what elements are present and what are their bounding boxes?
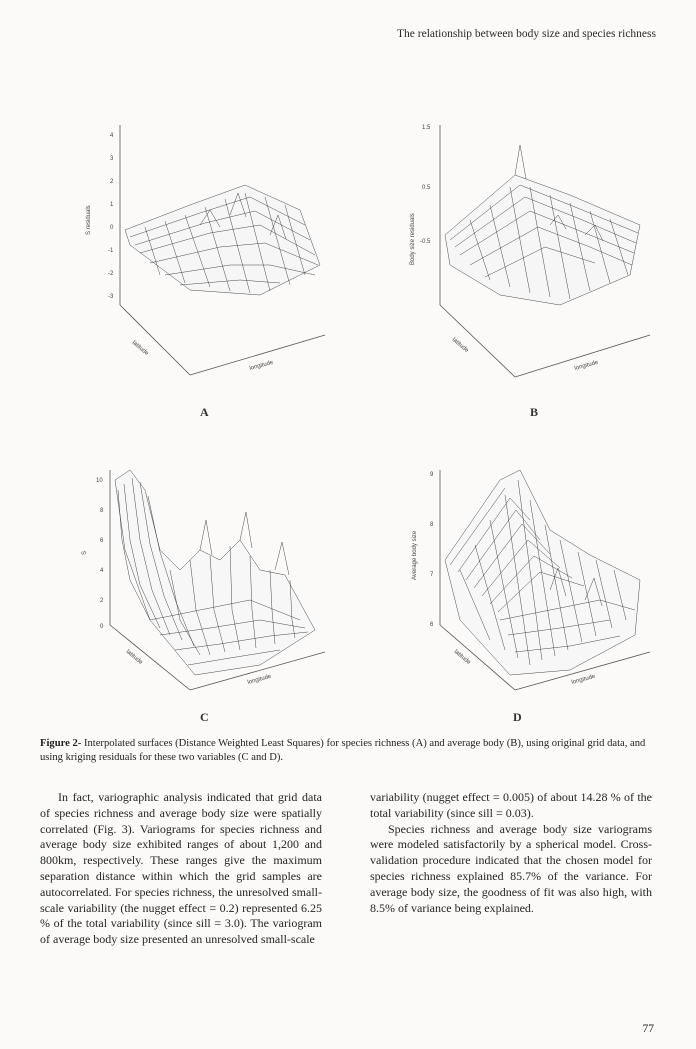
running-header: The relationship between body size and species richness xyxy=(397,28,656,40)
lon-axis-label: longitude xyxy=(573,359,600,372)
page-number: 77 xyxy=(642,1023,654,1035)
z-tick: 1.5 xyxy=(422,125,431,131)
z-tick: -3 xyxy=(108,294,114,300)
paragraph: variability (nugget effect = 0.005) of about 14.28 % of the total variability (since sill = 0.03). xyxy=(370,790,652,820)
surface-plot-d xyxy=(400,460,670,700)
body-column-left xyxy=(40,790,322,948)
z-tick: 6 xyxy=(100,538,104,544)
surface-mesh-b xyxy=(445,145,640,305)
panel-label-c: C xyxy=(200,710,209,724)
surface-mesh-a xyxy=(125,185,320,295)
figure-panel-c xyxy=(70,460,340,700)
surface-mesh-c xyxy=(115,470,315,675)
figure-caption xyxy=(40,737,665,765)
z-tick: 3 xyxy=(110,156,114,162)
z-axis-label: Average body size xyxy=(412,530,418,580)
figure-caption-text: Interpolated surfaces (Distance Weighted Least Squares) for species richness (A) and average body (B), using original grid data, and using kriging residuals for these two variables (C and D). xyxy=(40,738,646,763)
panel-label-b: B xyxy=(530,405,539,419)
z-axis-label: S residuals xyxy=(86,205,92,235)
z-tick: 9 xyxy=(430,472,434,478)
z-tick: -0.5 xyxy=(420,239,431,245)
z-axis-label: S xyxy=(82,550,88,555)
z-tick: 7 xyxy=(430,572,434,578)
z-tick: 0.5 xyxy=(422,185,431,191)
surface-plot-c xyxy=(70,460,340,700)
z-tick: -1 xyxy=(108,248,114,254)
paragraph: Species richness and average body size variograms were modeled satisfactorily by a spherical model. Cross-validation procedure indicated that the chosen model for species richness explained 85.7% of the variance. For average body size, the goodness of fit was also high, with 8.5% of variance being explained. xyxy=(370,821,652,915)
figure-panel-b xyxy=(400,115,670,390)
z-tick: 4 xyxy=(110,133,114,139)
surface-plot-a xyxy=(70,115,340,390)
lon-axis-label: longitude xyxy=(246,673,273,686)
z-axis-label: Body size residuals xyxy=(410,213,416,265)
surface-plot-b xyxy=(400,115,670,390)
panel-label-a: A xyxy=(200,405,209,419)
z-tick: -2 xyxy=(108,271,114,277)
z-tick: 8 xyxy=(430,522,434,528)
lon-axis-label: longitude xyxy=(570,673,597,686)
figure-caption-lead: Figure 2- xyxy=(40,738,82,749)
z-tick: 1 xyxy=(110,202,114,208)
z-tick: 2 xyxy=(100,598,104,604)
body-column-right xyxy=(370,790,652,916)
figure-panel-a xyxy=(70,115,340,390)
z-tick: 8 xyxy=(100,508,104,514)
lat-axis-label: latitude xyxy=(124,648,144,666)
lat-axis-label: latitude xyxy=(450,336,470,354)
surface-mesh-d xyxy=(445,470,640,675)
panel-label-d: D xyxy=(513,710,522,724)
z-tick: 0 xyxy=(100,624,104,630)
z-tick: 6 xyxy=(430,622,434,628)
lon-axis-label: longitude xyxy=(248,359,275,372)
lat-axis-label: latitude xyxy=(452,648,472,666)
z-tick: 4 xyxy=(100,568,104,574)
z-tick: 2 xyxy=(110,179,114,185)
figure-panel-d xyxy=(400,460,670,700)
z-tick: 0 xyxy=(110,225,114,231)
lat-axis-label: latitude xyxy=(130,339,150,357)
paragraph: In fact, variographic analysis indicated that grid data of species richness and average body size were spatially correlated (Fig. 3). Variograms for species richness and average body size exhibited ranges of about 1,200 and 800km, respectively. These ranges give the maximum separation distance within which the grid samples are autocorrelated. For species richness, the unresolved small-scale variability (the nugget effect = 0.2) represented 6.25 % of the total variability (since sill = 3.0). The variogram of average body size presented an unresolved small-scale xyxy=(40,790,322,947)
z-tick: 10 xyxy=(96,478,103,484)
